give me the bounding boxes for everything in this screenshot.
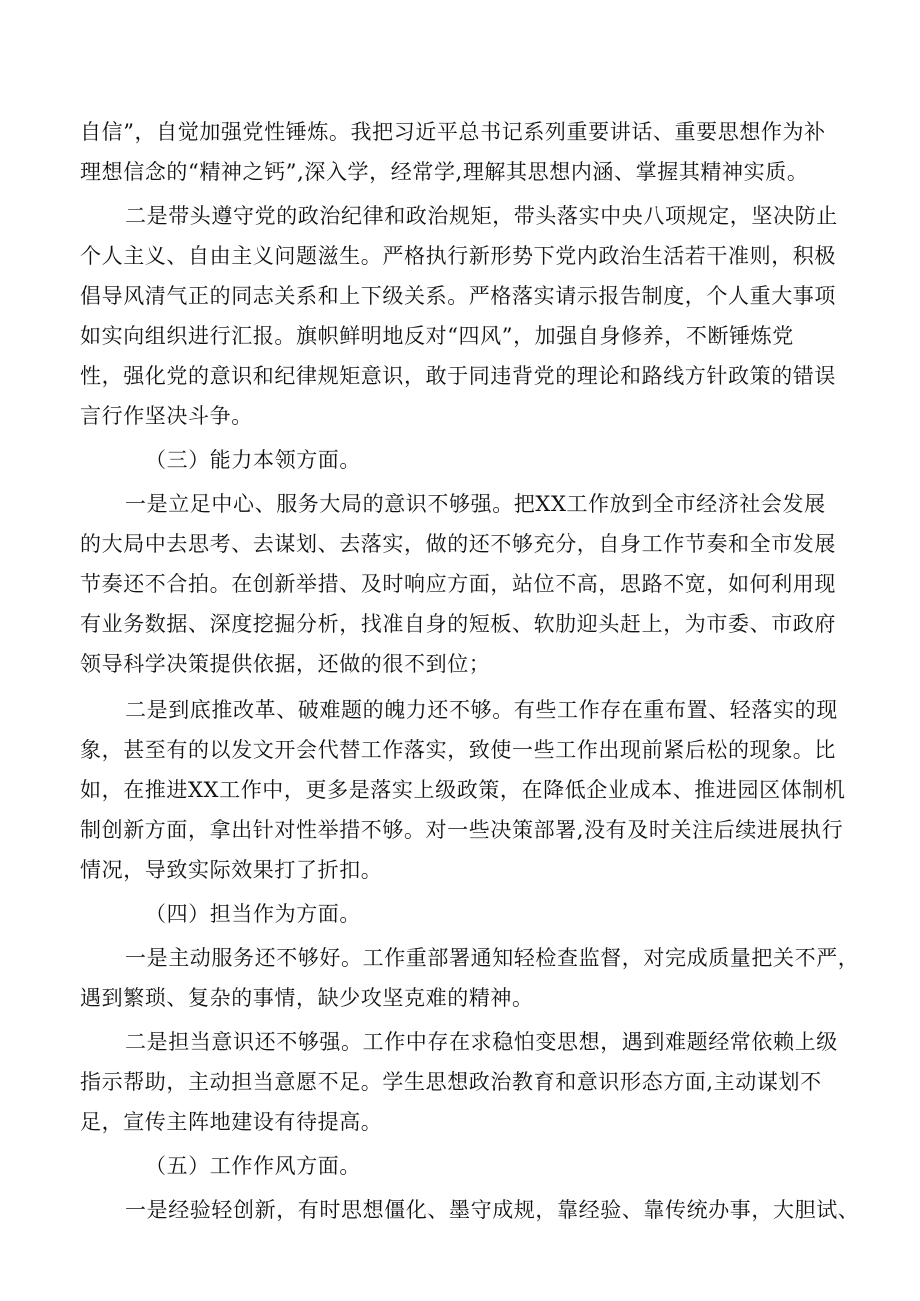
section-heading: （四）担当作为方面。 xyxy=(145,902,361,926)
paragraph-start-line: 二是担当意识还不够强。工作中存在求稳怕变思想，遇到难题经常依赖上级 xyxy=(125,1030,838,1054)
paragraph-start-line: 一是立足中心、服务大局的意识不够强。把XX工作放到全市经济社会发展 xyxy=(125,492,826,516)
text-line: 言行作坚决斗争。 xyxy=(80,404,253,428)
text-line: 领导科学决策提供依据，还做的很不到位； xyxy=(80,652,491,676)
text-line: 情况，导致实际效果打了折扣。 xyxy=(80,858,383,882)
paragraph-start-line: 二是到底推改革、破难题的魄力还不够。有些工作存在重布置、轻落实的现 xyxy=(125,698,838,722)
text-line: 制创新方面，拿出针对性举措不够。对一些决策部署,没有及时关注后续进展执行 xyxy=(80,818,844,842)
text-line: 象，甚至有的以发文开会代替工作落实，致使一些工作出现前紧后松的现象。比 xyxy=(80,738,836,762)
text-line: 遇到繁琐、复杂的事情，缺少攻坚克难的精神。 xyxy=(80,986,534,1010)
text-line: 如，在推进XX工作中，更多是落实上级政策，在降低企业成本、推进园区体制机 xyxy=(80,778,846,802)
paragraph-start-line: 二是带头遵守党的政治纪律和政治规矩，带头落实中央八项规定，坚决防止 xyxy=(125,204,838,228)
text-line: 倡导风清气正的同志关系和上下级关系。严格落实请示报告制度，个人重大事项 xyxy=(80,284,836,308)
text-line: 有业务数据、深度挖掘分析，找准自身的短板、软肋迎头赶上，为市委、市政府 xyxy=(80,612,836,636)
text-line: 理想信念的“精神之钙”,深入学，经常学,理解其思想内涵、掌握其精神实质。 xyxy=(80,160,809,184)
text-line: 自信”，自觉加强党性锤炼。我把习近平总书记系列重要讲话、重要思想作为补 xyxy=(80,120,826,144)
text-line: 的大局中去思考、去谋划、去落实，做的还不够充分，自身工作节奏和全市发展 xyxy=(80,532,836,556)
text-line: 个人主义、自由主义问题滋生。严格执行新形势下党内政治生活若干准则，积极 xyxy=(80,244,836,268)
section-heading: （五）工作作风方面。 xyxy=(145,1154,361,1178)
section-heading: （三）能力本领方面。 xyxy=(145,448,361,472)
paragraph-start-line: 一是主动服务还不够好。工作重部署通知轻检查监督，对完成质量把关不严， xyxy=(125,946,860,970)
text-line: 指示帮助，主动担当意愿不足。学生思想政治教育和意识形态方面,主动谋划不 xyxy=(80,1070,822,1094)
text-line: 节奏还不合拍。在创新举措、及时响应方面，站位不高，思路不宽，如何利用现 xyxy=(80,572,836,596)
paragraph-start-line: 一是经验轻创新，有时思想僵化、墨守成规，靠经验、靠传统办事，大胆试、 xyxy=(125,1198,860,1222)
text-line: 足，宣传主阵地建设有待提高。 xyxy=(80,1110,383,1134)
text-line: 如实向组织进行汇报。旗帜鲜明地反对“四风”，加强自身修养，不断锤炼党 xyxy=(80,324,794,348)
text-line: 性，强化党的意识和纪律规矩意识，敢于同违背党的理论和路线方针政策的错误 xyxy=(80,364,836,388)
